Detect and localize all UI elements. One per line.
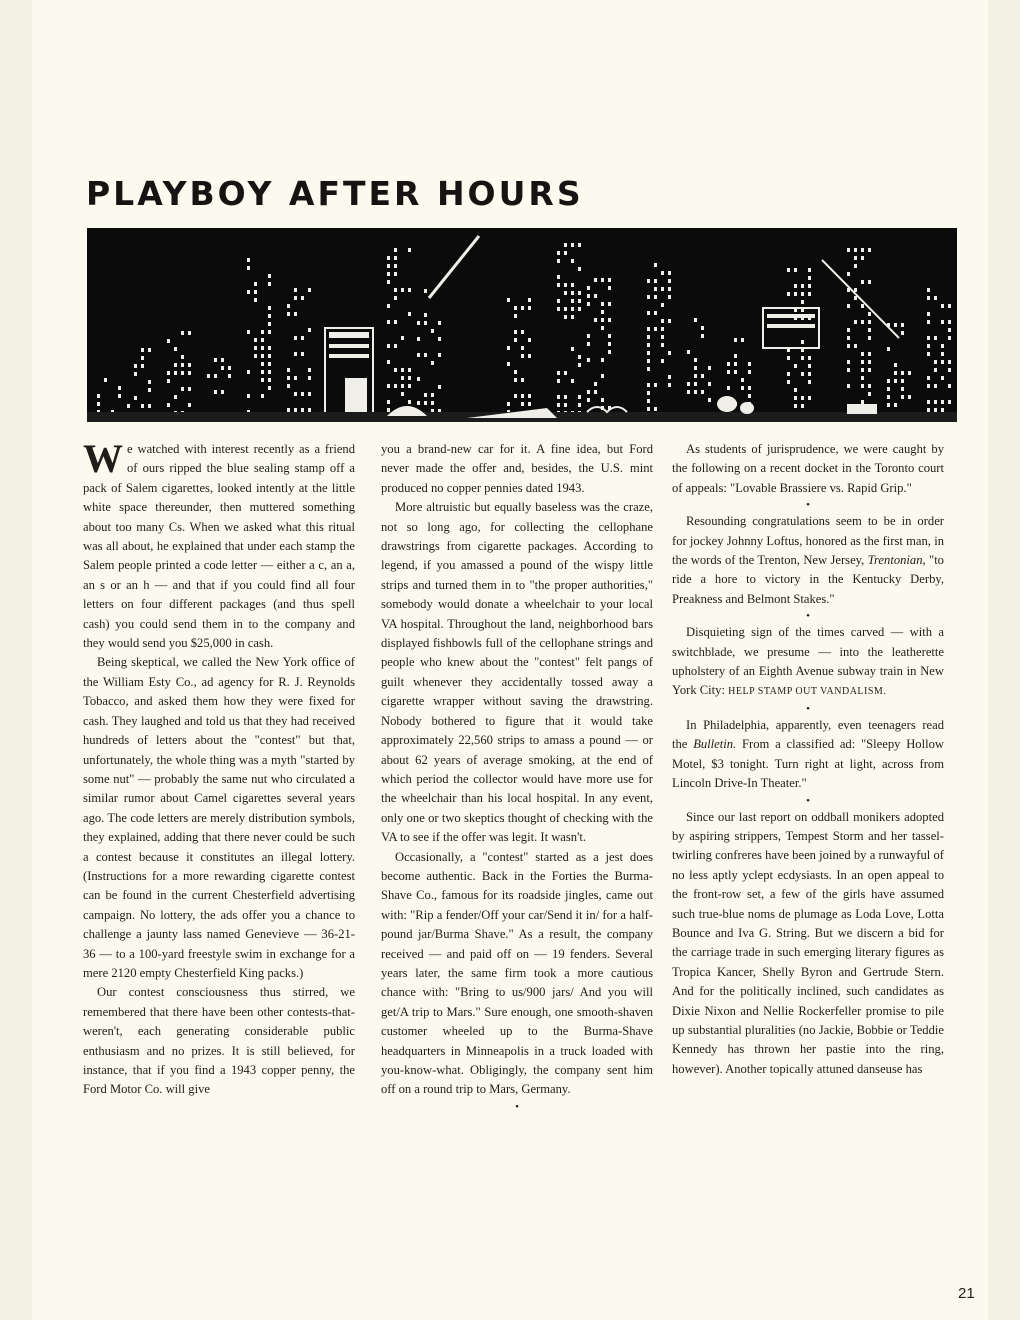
column-2	[381, 440, 653, 1114]
paragraph: Being skeptical, we called the New York office of the William Esty Co., ad agency for R. J. Reynolds Tobacco, and asked them how they were fixed for cash. They laughed and told us that they had received hundreds of letters about the "contest" but that, unfortunately, the whole thing was a myth "started by some nut" — probably the same nut who circulated a similar rumor about Camel cigarettes several years ago. The code letters are merely distribution symbols, they explained, adding that there never could be such a contest because it constitutes an illegal lottery. (Instructions for a more rewarding cigarette contest can be found in the current Chesterfield advertising campaign. No lottery, the ads offer you a chance to challenge a jaunty lass named Genevieve — 36-21-36 — to a 100-yard freestyle swim in exchange for a mere 2120 empty Chesterfield King packs.)	[83, 655, 355, 980]
paragraph-text: Disquieting sign of the times carved — with a switchblade, we presume — into the leatherette upholstery of an Eighth Avenue subway train in New York City:	[672, 625, 944, 698]
section-separator: •	[806, 702, 810, 715]
section-separator: •	[806, 610, 810, 623]
paragraph-text: Resounding congratulations seem to be in order for jockey Johnny Loftus, honored as the first man, in the words of the Trenton, New Jersey,	[672, 514, 944, 568]
column-1	[83, 436, 355, 1100]
paragraph: you a brand-new car for it. A fine idea, but Ford never made the offer and, besides, the U.S. mint produced no copper pennies dated 1943.	[381, 442, 653, 495]
paragraph	[672, 716, 944, 794]
page-title: PLAYBOY AFTER HOURS	[86, 174, 584, 213]
paragraph	[672, 623, 944, 702]
paragraph: Occasionally, a "contest" started as a jest does become authentic. Back in the Forties the Burma-Shave Co., famous for its roadside jingles, came out with: "Rip a fender/Off your car/Send it in/ for a half-pound jar/Burma Shave." As a result, the company received — and paid off on — 19 fenders. Several years later, the same firm took a more cautious chance with: "Bring to us/900 jars/ And you will get/A trip to Mars." Sure enough, one smooth-shaven customer wheeled up to the Burma-Shave headquarters in Minneapolis in a truck loaded with you-know-what. Obligingly, the company sent him off on a round trip to Mars, Germany.	[381, 849, 653, 1097]
newspaper-name: Trentonian,	[867, 553, 926, 568]
paragraph	[672, 512, 944, 609]
paragraph-text: "to ride a hore to victory in the Kentucky Derby, Preakness and Belmont Stakes."	[672, 553, 944, 606]
skyline-illustration	[87, 228, 957, 422]
paragraph-text: From a classified ad: "Sleepy Hollow Motel, $3 tonight. Turn right at light, across from Lincoln Drive-In Theater."	[672, 737, 944, 791]
section-separator: •	[806, 794, 810, 807]
section-separator: •	[806, 499, 810, 512]
page-number: 21	[958, 1285, 975, 1302]
paragraph	[83, 436, 355, 653]
column-3	[672, 440, 944, 1079]
paragraph: As students of jurisprudence, we were caught by the following on a recent docket in the Toronto court of appeals: "Lovable Brassiere vs. Rapid Grip."	[672, 442, 944, 495]
paragraph: More altruistic but equally baseless was the craze, not so long ago, for collecting the cellophane drawstrings from cigarette packages. According to legend, if you amassed a pound of the wispy little strips and turned them in to "the proper authorities," somebody would donate a wheelchair to your local VA hospital. Throughout the land, neighborhood bars displayed fishbowls full of the cellophane strings and people who knew about the "contest" felt pangs of guilt whenever they accidentally tossed away a cigarette wrapper without saving the drawstring. Nobody bothered to figure that it would take approximately 22,560 strips to amass a pound — or about 62 years of average smoking, at the end of which period the collector would have more use for the wheelchair than his local hospital. In any event, only one or two skeptics thought of checking with the VA to see if the offer was legit. It wasn't.	[381, 500, 653, 845]
paragraph: Since our last report on oddball monikers adopted by aspiring strippers, Tempest Storm and her tassel-twirling confreres have been joined by a runwayful of no less aptly yclept ecdysiasts. In an open appeal to the front-row set, a few of the girls have assumed such true-blue noms de plumage as Loda Love, Lotta Bounce and Iva G. String. But we discern a bid for the carriage trade in such emerging literary figures as Tropica Kancer, Shelly Byron and Gertrude Stern. And for the politically inclined, such candidates as Dixie Nixon and Nellie Rockerfeller promise to pile up substantial pluralities (no Jackie, Bobbie or Teddie Kennedy has thrown her pastie into the ring, however). Another topically attuned danseuse has	[672, 809, 944, 1076]
graffiti-quote: HELP STAMP OUT VANDALISM.	[728, 686, 887, 698]
newspaper-name: Bulletin.	[693, 737, 737, 752]
paragraph-text: e watched with interest recently as a friend of ours ripped the blue sealing stamp off a pack of Salem cigarettes, looked intently at the little white space thereunder, then muttered something about too many Cs. When we asked what this ritual was all about, he explained that under each stamp the Salem people printed a code letter — either a c, an a, an s or an h — and that if you could find all four letters on four different packages (and thus spell cash) you could send them in to the company and they would send you $25,000 in cash.	[83, 442, 355, 651]
drop-cap: W	[83, 436, 123, 481]
skyline-drawing	[87, 228, 957, 422]
paragraph-text: In Philadelphia, apparently, even teenagers read the	[672, 717, 944, 752]
section-separator: •	[515, 1100, 519, 1113]
paragraph: Our contest consciousness thus stirred, we remembered that there have been other contests-that-weren't, each generating considerable public enthusiasm and no prizes. It is still believed, for instance, that if you find a 1943 copper penny, the Ford Motor Co. will give	[83, 985, 355, 1097]
